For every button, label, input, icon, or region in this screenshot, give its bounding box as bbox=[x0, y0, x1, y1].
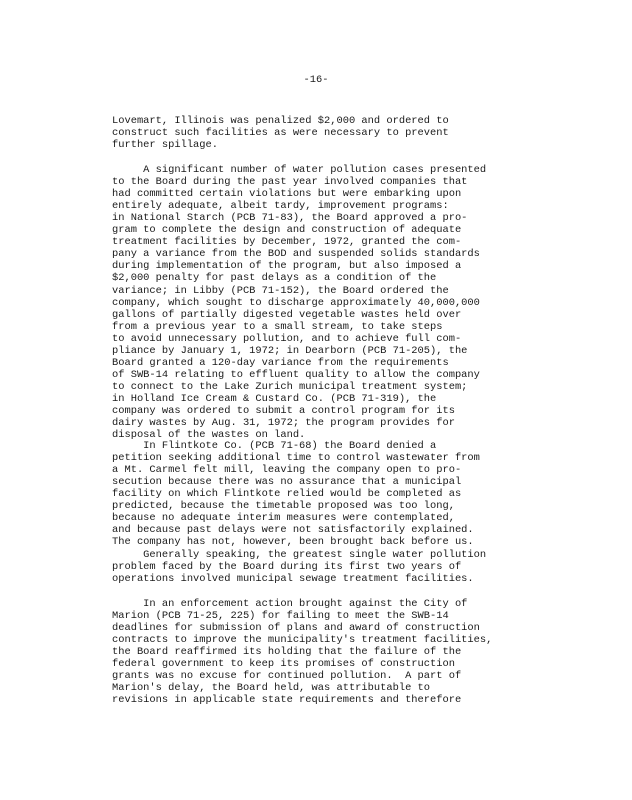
text-line: company, which sought to discharge approximately 40,000,000 bbox=[112, 296, 480, 309]
text-line: the Board reaffirmed its holding that the failure of the bbox=[112, 646, 462, 659]
text-line: disposal of the wastes on land. bbox=[112, 429, 306, 442]
text-line: Marion's delay, the Board held, was attributable to bbox=[112, 682, 431, 695]
text-line: company was ordered to submit a control program for its bbox=[112, 405, 455, 417]
text-line: In an enforcement action brought against the City of bbox=[112, 598, 468, 610]
text-line: The company has not, however, been brought back before us. bbox=[112, 536, 474, 549]
text-line: dairy wastes by Aug. 31, 1972; the program provides for bbox=[112, 417, 455, 430]
text-line: variance; in Libby (PCB 71-152), the Board ordered the bbox=[112, 284, 449, 297]
text-line: construct such facilities as were necessary to prevent bbox=[112, 127, 449, 140]
text-line: a Mt. Carmel felt mill, leaving the company open to pro- bbox=[112, 464, 462, 477]
text-line: during implementation of the program, but also imposed a bbox=[112, 260, 462, 273]
text-line: pany a variance from the BOD and suspended solids standards bbox=[112, 248, 480, 261]
text-line: in National Starch (PCB 71-83), the Board approved a pro- bbox=[112, 212, 468, 225]
text-line: grants was no excuse for continued pollution. A part of bbox=[112, 670, 462, 683]
text-line: had committed certain violations but were embarking upon bbox=[112, 188, 462, 201]
text-line: predicted, because the timetable proposed was too long, bbox=[112, 500, 455, 513]
text-line: and because past delays were not satisfactorily explained. bbox=[112, 524, 474, 537]
text-line: to avoid unnecessary pollution, and to achieve full com- bbox=[112, 332, 462, 345]
text-line: to the Board during the past year involved companies that bbox=[112, 176, 468, 189]
text-line: contracts to improve the municipality's treatment facilities, bbox=[112, 634, 493, 647]
text-line: Lovemart, Illinois was penalized $2,000 and ordered to bbox=[112, 115, 449, 127]
text-line: In Flintkote Co. (PCB 71-68) the Board denied a bbox=[112, 440, 437, 452]
text-line: operations involved municipal sewage treatment facilities. bbox=[112, 573, 474, 586]
text-line: petition seeking additional time to control wastewater from bbox=[112, 452, 480, 465]
text-line: facility on which Flintkote relied would be completed as bbox=[112, 488, 462, 501]
text-line: gallons of partially digested vegetable wastes held over bbox=[112, 308, 462, 321]
text-line: secution because there was no assurance that a municipal bbox=[112, 476, 462, 489]
text-line: deadlines for submission of plans and award of construction bbox=[112, 622, 480, 635]
text-line: federal government to keep its promises of construction bbox=[112, 658, 455, 671]
text-line: pliance by January 1, 1972; in Dearborn (PCB 71-205), the bbox=[112, 344, 468, 357]
text-line: revisions in applicable state requirements and therefore bbox=[112, 694, 462, 707]
text-line: entirely adequate, albeit tardy, improvement programs: bbox=[112, 200, 449, 213]
text-line: Generally speaking, the greatest single water pollution bbox=[112, 549, 487, 561]
text-line: Marion (PCB 71-25, 225) for failing to meet the SWB-14 bbox=[112, 610, 449, 623]
text-line: A significant number of water pollution cases presented bbox=[112, 164, 487, 176]
text-line: from a previous year to a small stream, to take steps bbox=[112, 320, 443, 333]
text-line: of SWB-14 relating to effluent quality to allow the company bbox=[112, 368, 480, 381]
text-line: in Holland Ice Cream & Custard Co. (PCB 71-319), the bbox=[112, 392, 437, 405]
page-number: -16- bbox=[303, 74, 329, 86]
text-line: because no adequate interim measures were contemplated, bbox=[112, 512, 455, 525]
text-line: Board granted a 120-day variance from the requirements bbox=[112, 356, 449, 369]
text-line: further spillage. bbox=[112, 139, 219, 152]
text-line: treatment facilities by December, 1972, granted the com- bbox=[112, 236, 462, 249]
text-line: problem faced by the Board during its first two years of bbox=[112, 561, 462, 574]
text-line: to connect to the Lake Zurich municipal treatment system; bbox=[112, 380, 468, 393]
text-line: gram to complete the design and construction of adequate bbox=[112, 224, 462, 237]
text-line: $2,000 penalty for past delays as a condition of the bbox=[112, 272, 437, 285]
